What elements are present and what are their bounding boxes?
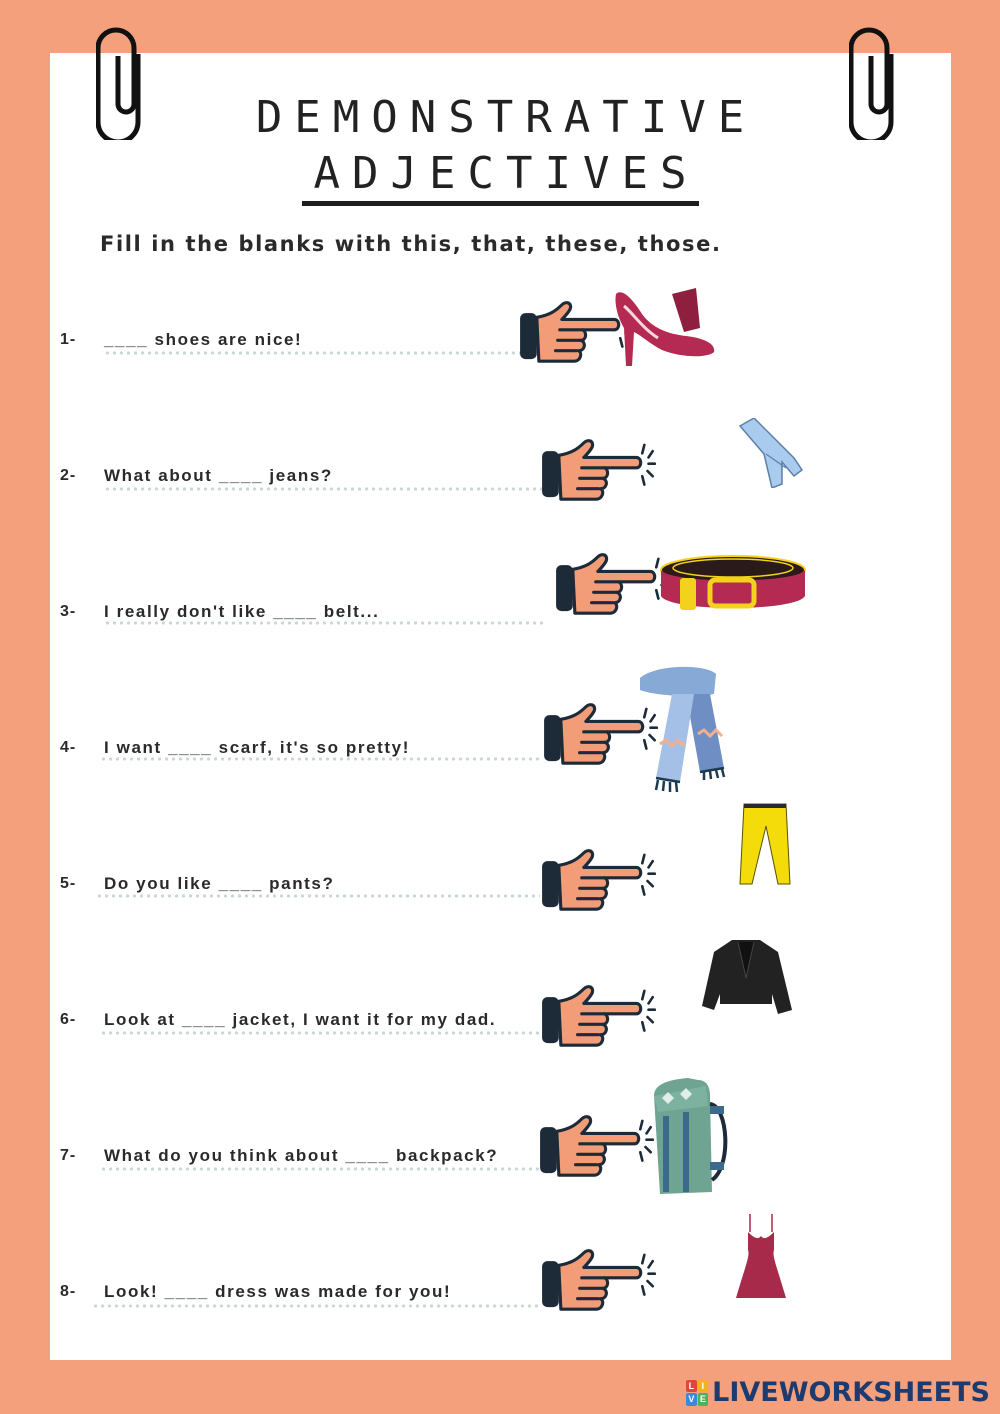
- question-text[interactable]: Look at ____ jacket, I want it for my dad.: [104, 1010, 497, 1029]
- question-number: 3-: [60, 603, 77, 620]
- pointing-hand-icon: [540, 846, 660, 916]
- answer-line: [100, 1167, 540, 1171]
- logo-text: LIVEWORKSHEETS: [712, 1377, 990, 1408]
- question-number: 7-: [60, 1147, 77, 1164]
- question-row-1: [0, 318, 1000, 378]
- question-text[interactable]: Do you like ____ pants?: [104, 874, 335, 893]
- liveworksheets-logo[interactable]: [686, 1377, 990, 1408]
- question-text[interactable]: I want ____ scarf, it's so pretty!: [104, 738, 410, 757]
- backpack-image: [648, 1076, 740, 1196]
- title-underline: [302, 201, 699, 206]
- question-text[interactable]: ____ shoes are nice!: [104, 330, 303, 349]
- question-row-4: [0, 726, 1000, 786]
- jeans-image: [736, 418, 806, 488]
- question-number: 8-: [60, 1283, 77, 1300]
- logo-badge-letter: V: [686, 1393, 697, 1406]
- belt-image: [660, 554, 806, 618]
- question-row-2: [0, 454, 1000, 514]
- question-text[interactable]: I really don't like ____ belt...: [104, 602, 380, 621]
- question-number: 2-: [60, 467, 77, 484]
- logo-badge-letter: L: [686, 1380, 697, 1393]
- instructions: Fill in the blanks with this, that, these, those.: [100, 232, 722, 256]
- question-text[interactable]: What do you think about ____ backpack?: [104, 1146, 499, 1165]
- question-row-3: [0, 590, 1000, 650]
- pointing-hand-icon: [540, 436, 660, 506]
- pointing-hand-icon: [538, 1112, 658, 1182]
- pointing-hand-icon: [540, 982, 660, 1052]
- question-row-6: [0, 998, 1000, 1058]
- logo-badge-letter: I: [698, 1380, 709, 1393]
- answer-line: [96, 894, 540, 898]
- answer-line: [104, 621, 544, 625]
- answer-line: [100, 757, 540, 761]
- question-number: 6-: [60, 1011, 77, 1028]
- answer-line: [104, 351, 522, 355]
- page-title-line1: DEMONSTRATIVE: [255, 92, 757, 143]
- question-row-8: [0, 1270, 1000, 1330]
- question-number: 4-: [60, 739, 77, 756]
- question-number: 5-: [60, 875, 77, 892]
- leather-jacket-image: [702, 938, 792, 1018]
- scarf-image: [636, 664, 736, 794]
- answer-line: [100, 1031, 540, 1035]
- answer-line: [92, 1304, 540, 1308]
- logo-badge-icon: [686, 1380, 708, 1406]
- yellow-pants-image: [738, 802, 792, 886]
- high-heel-shoes-image: [612, 288, 720, 368]
- answer-line: [104, 487, 544, 491]
- question-row-7: [0, 1134, 1000, 1194]
- dress-image: [736, 1214, 786, 1300]
- question-row-5: [0, 862, 1000, 922]
- question-text[interactable]: Look! ____ dress was made for you!: [104, 1282, 452, 1301]
- pointing-hand-icon: [540, 1246, 660, 1316]
- page-title-line2: ADJECTIVES: [313, 148, 699, 199]
- logo-badge-letter: E: [698, 1393, 709, 1406]
- pointing-hand-icon: [554, 550, 674, 620]
- question-number: 1-: [60, 331, 77, 348]
- question-text[interactable]: What about ____ jeans?: [104, 466, 333, 485]
